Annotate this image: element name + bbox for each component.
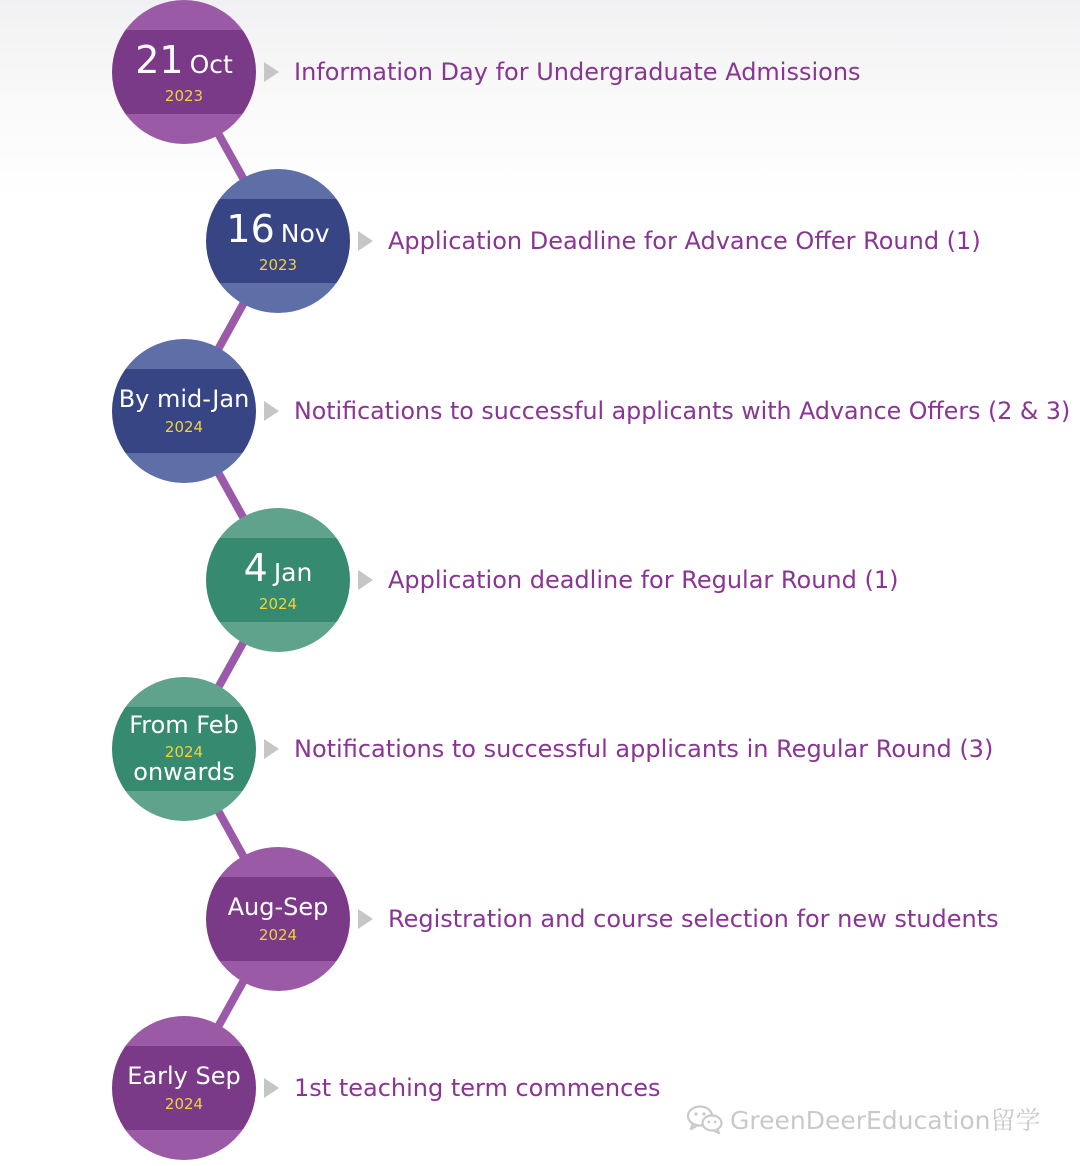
event-description: Information Day for Undergraduate Admissions: [294, 58, 861, 86]
wechat-icon: [686, 1104, 724, 1134]
date-month: Jan: [273, 557, 313, 587]
date-label: Early Sep: [127, 1062, 241, 1091]
date-month: Nov: [280, 218, 330, 248]
date-year: 2024: [164, 417, 204, 436]
date-year: 2023: [164, 86, 204, 105]
date-year: 2024: [164, 1094, 204, 1113]
timeline-event: [0, 508, 1080, 652]
badge-text: [206, 508, 350, 652]
badge-text: [112, 339, 256, 483]
timeline-event: [0, 847, 1080, 991]
event-description: Application deadline for Regular Round (1): [388, 566, 899, 594]
pointer-arrow-icon: [264, 1078, 279, 1098]
date-badge: [206, 169, 350, 313]
date-badge: [112, 677, 256, 821]
date-year: 2023: [258, 255, 298, 274]
pointer-arrow-icon: [264, 62, 279, 82]
timeline-event: [0, 339, 1080, 483]
date-badge: [112, 0, 256, 144]
event-description: Registration and course selection for new students: [388, 905, 999, 933]
date-label: From Feb: [129, 710, 239, 739]
pointer-arrow-icon: [358, 909, 373, 929]
pointer-arrow-icon: [264, 739, 279, 759]
date-label: By mid-Jan: [118, 385, 250, 414]
date-line: [226, 206, 330, 251]
event-description: Notifications to successful applicants in Regular Round (3): [294, 735, 994, 763]
pointer-arrow-icon: [358, 570, 373, 590]
watermark-text: GreenDeerEducation留学: [730, 1106, 1041, 1135]
watermark: [686, 1101, 1040, 1137]
timeline-event: [0, 1016, 1080, 1160]
pointer-arrow-icon: [264, 401, 279, 421]
badge-text: [206, 847, 350, 991]
pointer-arrow-icon: [358, 231, 373, 251]
date-year: 2024: [164, 743, 204, 761]
date-label: Aug-Sep: [227, 893, 329, 922]
date-badge: [112, 1016, 256, 1160]
date-day: 21: [135, 37, 184, 82]
date-year: 2024: [258, 925, 298, 944]
event-description: Notifications to successful applicants with Advance Offers (2 & 3): [294, 397, 1071, 425]
date-year: 2024: [258, 594, 298, 613]
date-month: Oct: [189, 49, 233, 79]
event-description: Application Deadline for Advance Offer Round (1): [388, 227, 981, 255]
date-line: [135, 37, 233, 82]
badge-text: [112, 0, 256, 144]
badge-text: [112, 677, 256, 821]
date-extra: onwards: [133, 758, 235, 786]
badge-text: [112, 1016, 256, 1160]
date-line: [243, 545, 313, 590]
date-day: 4: [243, 545, 268, 590]
date-badge: [112, 339, 256, 483]
badge-text: [206, 169, 350, 313]
date-day: 16: [226, 206, 275, 251]
date-badge: [206, 847, 350, 991]
date-badge: [206, 508, 350, 652]
event-description: 1st teaching term commences: [294, 1074, 661, 1102]
timeline-event: [0, 677, 1080, 821]
timeline-event: [0, 169, 1080, 313]
timeline-event: [0, 0, 1080, 144]
